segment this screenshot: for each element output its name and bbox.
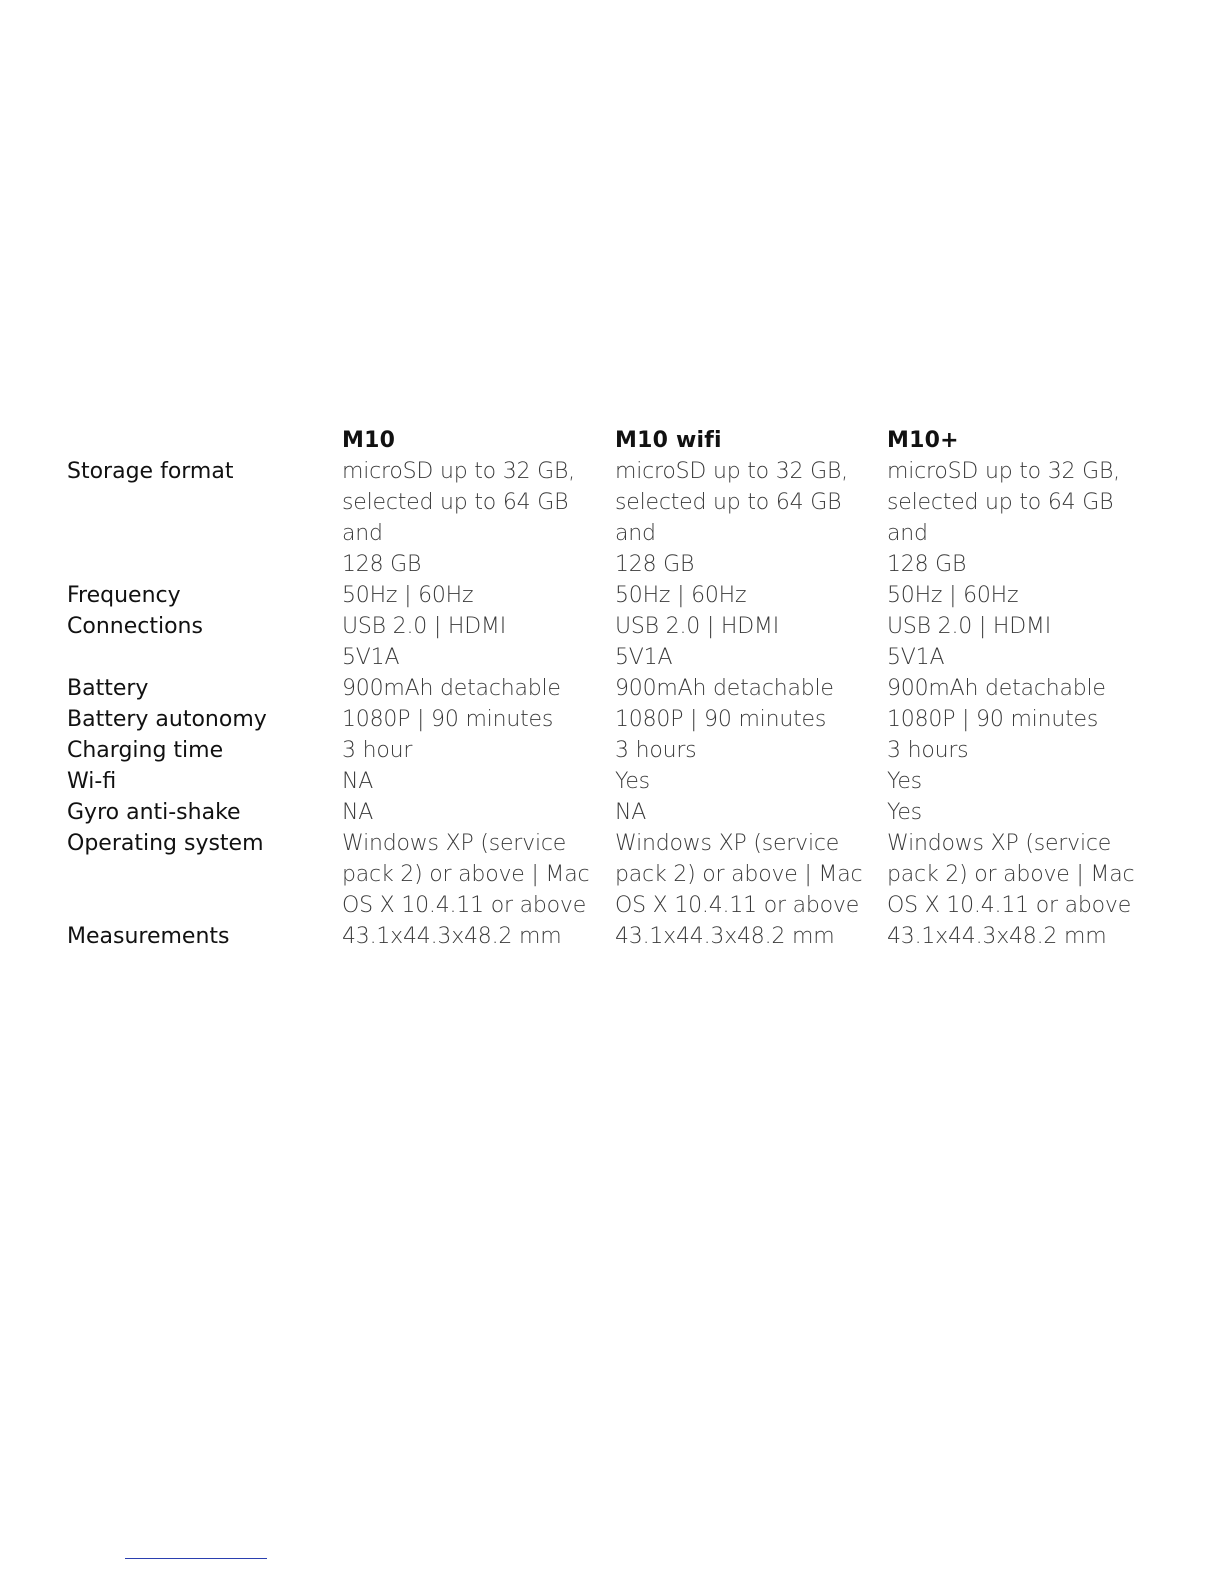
- row-label-gyro-anti-shake: Gyro anti-shake: [67, 800, 241, 825]
- row-label-wifi: Wi-fi: [67, 769, 117, 794]
- row-label-connections: Connections: [67, 614, 203, 639]
- cell-m10: 43.1x44.3x48.2 mm: [342, 924, 562, 949]
- cell-m10-plus: 1080P | 90 minutes: [887, 707, 1099, 732]
- table-header-row: [67, 425, 1157, 456]
- cell-m10-plus: Windows XP (service pack 2) or above | Mac OS X 10.4.11 or above: [887, 831, 1135, 918]
- cell-m10: 900mAh detachable: [342, 676, 561, 701]
- row-label-battery-autonomy: Battery autonomy: [67, 707, 267, 732]
- table-row: [67, 921, 1157, 952]
- cell-m10-wifi: microSD up to 32 GB, selected up to 64 GB and 128 GB: [615, 459, 848, 577]
- table-row: [67, 673, 1157, 704]
- cell-m10: microSD up to 32 GB, selected up to 64 GB and 128 GB: [342, 459, 575, 577]
- table-row: [67, 735, 1157, 766]
- cell-m10-wifi: 50Hz | 60Hz: [615, 583, 747, 608]
- table-row: [67, 580, 1157, 611]
- footnote-rule: [125, 1558, 267, 1559]
- row-label-frequency: Frequency: [67, 583, 181, 608]
- cell-m10: NA: [342, 769, 374, 794]
- cell-m10-plus: Yes: [887, 800, 922, 825]
- cell-m10-plus: microSD up to 32 GB, selected up to 64 GB and 128 GB: [887, 459, 1120, 577]
- table-row: [67, 704, 1157, 735]
- row-label-measurements: Measurements: [67, 924, 230, 949]
- table-row: [67, 456, 1157, 580]
- header-m10-plus: M10+: [887, 428, 959, 453]
- cell-m10-wifi: 43.1x44.3x48.2 mm: [615, 924, 835, 949]
- header-label-cell: [67, 425, 342, 456]
- cell-m10-wifi: USB 2.0 | HDMI 5V1A: [615, 614, 780, 670]
- cell-m10: USB 2.0 | HDMI 5V1A: [342, 614, 507, 670]
- cell-m10-plus: 3 hours: [887, 738, 969, 763]
- cell-m10-wifi: NA: [615, 800, 647, 825]
- table-row: [67, 828, 1157, 921]
- cell-m10-plus: USB 2.0 | HDMI 5V1A: [887, 614, 1052, 670]
- spec-table: [67, 425, 1157, 952]
- cell-m10: Windows XP (service pack 2) or above | Mac OS X 10.4.11 or above: [342, 831, 590, 918]
- cell-m10-wifi: Yes: [615, 769, 650, 794]
- cell-m10-wifi: 1080P | 90 minutes: [615, 707, 827, 732]
- cell-m10: 1080P | 90 minutes: [342, 707, 554, 732]
- row-label-operating-system: Operating system: [67, 831, 264, 856]
- cell-m10-wifi: 3 hours: [615, 738, 697, 763]
- cell-m10-wifi: 900mAh detachable: [615, 676, 834, 701]
- row-label-battery: Battery: [67, 676, 149, 701]
- table-row: [67, 766, 1157, 797]
- header-m10-wifi: M10 wifi: [615, 428, 722, 453]
- table-row: [67, 797, 1157, 828]
- cell-m10-wifi: Windows XP (service pack 2) or above | Mac OS X 10.4.11 or above: [615, 831, 863, 918]
- cell-m10-plus: Yes: [887, 769, 922, 794]
- cell-m10-plus: 50Hz | 60Hz: [887, 583, 1019, 608]
- header-m10: M10: [342, 428, 396, 453]
- table-row: [67, 611, 1157, 673]
- row-label-charging-time: Charging time: [67, 738, 224, 763]
- cell-m10: 3 hour: [342, 738, 413, 763]
- cell-m10: NA: [342, 800, 374, 825]
- cell-m10-plus: 900mAh detachable: [887, 676, 1106, 701]
- cell-m10-plus: 43.1x44.3x48.2 mm: [887, 924, 1107, 949]
- row-label-storage-format: Storage format: [67, 459, 234, 484]
- cell-m10: 50Hz | 60Hz: [342, 583, 474, 608]
